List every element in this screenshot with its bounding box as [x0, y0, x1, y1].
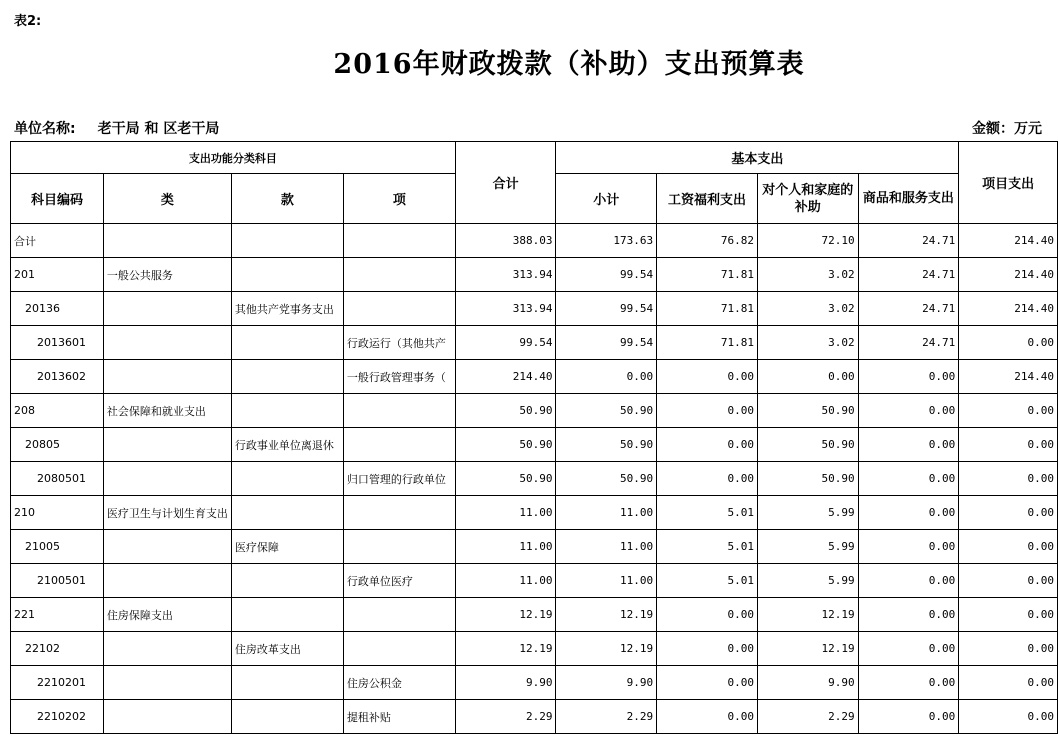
cell-project: 0.00: [959, 530, 1058, 564]
cell-project: 214.40: [959, 224, 1058, 258]
header-total: 合计: [455, 142, 556, 224]
cell-goods-services: 0.00: [858, 564, 959, 598]
table-row: [11, 496, 1058, 530]
cell-salary: 5.01: [657, 496, 758, 530]
cell-goods-services: 0.00: [858, 394, 959, 428]
cell-category: [103, 462, 231, 496]
cell-project: 214.40: [959, 258, 1058, 292]
cell-section: [231, 360, 343, 394]
header-goods-services: 商品和服务支出: [858, 174, 959, 224]
cell-subtotal: 99.54: [556, 258, 657, 292]
cell-item: [343, 428, 455, 462]
cell-project: 214.40: [959, 360, 1058, 394]
cell-salary: 71.81: [657, 292, 758, 326]
cell-section: [231, 700, 343, 734]
cell-section: [231, 598, 343, 632]
cell-category: [103, 564, 231, 598]
table-row: [11, 394, 1058, 428]
cell-subtotal: 12.19: [556, 598, 657, 632]
cell-personal-subsidy: 50.90: [757, 462, 858, 496]
cell-personal-subsidy: 3.02: [757, 292, 858, 326]
cell-goods-services: 0.00: [858, 462, 959, 496]
header-item: 项: [343, 174, 455, 224]
cell-section: [231, 224, 343, 258]
cell-code: 2080501: [11, 462, 104, 496]
cell-project: 0.00: [959, 462, 1058, 496]
cell-personal-subsidy: 3.02: [757, 326, 858, 360]
cell-personal-subsidy: 5.99: [757, 530, 858, 564]
cell-goods-services: 24.71: [858, 258, 959, 292]
table-row: [11, 700, 1058, 734]
cell-item: 一般行政管理事务（: [343, 360, 455, 394]
cell-total: 313.94: [455, 292, 556, 326]
header-basic-expenditure: 基本支出: [556, 142, 959, 174]
page-title: 2016年财政拨款（补助）支出预算表: [333, 49, 805, 80]
cell-total: 2.29: [455, 700, 556, 734]
cell-subtotal: 50.90: [556, 462, 657, 496]
cell-code: 210: [11, 496, 104, 530]
cell-total: 11.00: [455, 496, 556, 530]
cell-salary: 5.01: [657, 530, 758, 564]
cell-section: [231, 496, 343, 530]
amount-unit-label: 金额：万元: [972, 121, 1042, 137]
cell-code: 2013602: [11, 360, 104, 394]
table-row: [11, 462, 1058, 496]
cell-total: 9.90: [455, 666, 556, 700]
cell-item: 行政单位医疗: [343, 564, 455, 598]
cell-category: [103, 666, 231, 700]
cell-code: 2210201: [11, 666, 104, 700]
table-row: [11, 326, 1058, 360]
cell-item: [343, 292, 455, 326]
cell-project: 0.00: [959, 564, 1058, 598]
cell-total: 50.90: [455, 428, 556, 462]
cell-code: 20805: [11, 428, 104, 462]
cell-personal-subsidy: 2.29: [757, 700, 858, 734]
cell-code: 20136: [11, 292, 104, 326]
cell-total: 11.00: [455, 564, 556, 598]
table-row: [11, 530, 1058, 564]
cell-salary: 0.00: [657, 428, 758, 462]
cell-category: [103, 428, 231, 462]
cell-salary: 0.00: [657, 598, 758, 632]
cell-code: 合计: [11, 224, 104, 258]
cell-subtotal: 12.19: [556, 632, 657, 666]
cell-item: [343, 394, 455, 428]
cell-goods-services: 0.00: [858, 496, 959, 530]
cell-subtotal: 99.54: [556, 292, 657, 326]
unit-name-value: 老干局 和 区老干局: [97, 121, 220, 137]
cell-goods-services: 24.71: [858, 326, 959, 360]
cell-code: 2100501: [11, 564, 104, 598]
cell-personal-subsidy: 5.99: [757, 564, 858, 598]
table-row: [11, 598, 1058, 632]
cell-personal-subsidy: 3.02: [757, 258, 858, 292]
cell-code: 21005: [11, 530, 104, 564]
cell-personal-subsidy: 0.00: [757, 360, 858, 394]
cell-project: 0.00: [959, 394, 1058, 428]
cell-total: 50.90: [455, 394, 556, 428]
cell-goods-services: 0.00: [858, 530, 959, 564]
cell-total: 388.03: [455, 224, 556, 258]
table-row: [11, 564, 1058, 598]
cell-total: 12.19: [455, 598, 556, 632]
cell-category: [103, 360, 231, 394]
cell-subtotal: 11.00: [556, 564, 657, 598]
cell-subtotal: 50.90: [556, 394, 657, 428]
cell-personal-subsidy: 12.19: [757, 598, 858, 632]
cell-salary: 0.00: [657, 700, 758, 734]
cell-item: [343, 632, 455, 666]
unit-name-label: 单位名称:: [14, 121, 76, 137]
cell-salary: 0.00: [657, 360, 758, 394]
cell-section: 住房改革支出: [231, 632, 343, 666]
cell-total: 11.00: [455, 530, 556, 564]
cell-goods-services: 24.71: [858, 292, 959, 326]
cell-personal-subsidy: 50.90: [757, 394, 858, 428]
cell-category: [103, 700, 231, 734]
table-row: [11, 292, 1058, 326]
cell-total: 12.19: [455, 632, 556, 666]
header-category: 类: [103, 174, 231, 224]
cell-total: 214.40: [455, 360, 556, 394]
cell-item: [343, 530, 455, 564]
cell-subtotal: 9.90: [556, 666, 657, 700]
cell-section: [231, 258, 343, 292]
cell-item: [343, 598, 455, 632]
cell-subtotal: 11.00: [556, 530, 657, 564]
cell-item: [343, 258, 455, 292]
table-row: [11, 666, 1058, 700]
cell-goods-services: 0.00: [858, 428, 959, 462]
cell-category: 一般公共服务: [103, 258, 231, 292]
cell-salary: 0.00: [657, 462, 758, 496]
table-row: [11, 224, 1058, 258]
header-subtotal: 小计: [556, 174, 657, 224]
cell-section: [231, 394, 343, 428]
cell-goods-services: 0.00: [858, 666, 959, 700]
cell-goods-services: 0.00: [858, 360, 959, 394]
cell-project: 0.00: [959, 700, 1058, 734]
cell-total: 99.54: [455, 326, 556, 360]
cell-item: [343, 224, 455, 258]
cell-category: [103, 632, 231, 666]
cell-goods-services: 0.00: [858, 700, 959, 734]
cell-subtotal: 50.90: [556, 428, 657, 462]
cell-section: 行政事业单位离退休: [231, 428, 343, 462]
cell-section: 其他共产党事务支出: [231, 292, 343, 326]
cell-goods-services: 0.00: [858, 632, 959, 666]
cell-salary: 5.01: [657, 564, 758, 598]
cell-salary: 0.00: [657, 666, 758, 700]
budget-table-body: [11, 224, 1058, 734]
header-salary-welfare: 工资福利支出: [657, 174, 758, 224]
cell-section: [231, 666, 343, 700]
unit-name-row: [14, 118, 219, 138]
cell-project: 0.00: [959, 632, 1058, 666]
cell-subtotal: 99.54: [556, 326, 657, 360]
cell-code: 2013601: [11, 326, 104, 360]
cell-subtotal: 11.00: [556, 496, 657, 530]
header-subject-code: 科目编码: [11, 174, 104, 224]
table-row: [11, 258, 1058, 292]
cell-project: 0.00: [959, 326, 1058, 360]
cell-section: 医疗保障: [231, 530, 343, 564]
cell-item: 行政运行（其他共产: [343, 326, 455, 360]
cell-category: [103, 224, 231, 258]
table-row: [11, 360, 1058, 394]
cell-total: 50.90: [455, 462, 556, 496]
header-project-expenditure: 项目支出: [959, 142, 1058, 224]
cell-salary: 0.00: [657, 632, 758, 666]
cell-code: 208: [11, 394, 104, 428]
table-number: 表2:: [14, 14, 42, 29]
cell-code: 201: [11, 258, 104, 292]
cell-section: [231, 564, 343, 598]
cell-personal-subsidy: 50.90: [757, 428, 858, 462]
budget-table: [10, 141, 1058, 734]
cell-salary: 0.00: [657, 394, 758, 428]
cell-code: 2210202: [11, 700, 104, 734]
cell-total: 313.94: [455, 258, 556, 292]
cell-salary: 76.82: [657, 224, 758, 258]
cell-code: 221: [11, 598, 104, 632]
cell-category: 住房保障支出: [103, 598, 231, 632]
cell-project: 0.00: [959, 598, 1058, 632]
cell-category: 社会保障和就业支出: [103, 394, 231, 428]
cell-project: 0.00: [959, 666, 1058, 700]
header-personal-family-subsidy: 对个人和家庭的补助: [757, 174, 858, 224]
cell-goods-services: 24.71: [858, 224, 959, 258]
cell-subtotal: 173.63: [556, 224, 657, 258]
cell-personal-subsidy: 12.19: [757, 632, 858, 666]
cell-personal-subsidy: 9.90: [757, 666, 858, 700]
cell-item: [343, 496, 455, 530]
cell-personal-subsidy: 5.99: [757, 496, 858, 530]
cell-salary: 71.81: [657, 258, 758, 292]
cell-section: [231, 462, 343, 496]
cell-category: 医疗卫生与计划生育支出: [103, 496, 231, 530]
header-function-classification: 支出功能分类科目: [11, 142, 456, 174]
cell-section: [231, 326, 343, 360]
cell-personal-subsidy: 72.10: [757, 224, 858, 258]
cell-project: 214.40: [959, 292, 1058, 326]
cell-item: 归口管理的行政单位: [343, 462, 455, 496]
cell-category: [103, 292, 231, 326]
table-row: [11, 632, 1058, 666]
cell-project: 0.00: [959, 428, 1058, 462]
header-section: 款: [231, 174, 343, 224]
cell-category: [103, 530, 231, 564]
cell-subtotal: 2.29: [556, 700, 657, 734]
cell-salary: 71.81: [657, 326, 758, 360]
cell-item: 提租补贴: [343, 700, 455, 734]
cell-category: [103, 326, 231, 360]
cell-item: 住房公积金: [343, 666, 455, 700]
cell-goods-services: 0.00: [858, 598, 959, 632]
cell-project: 0.00: [959, 496, 1058, 530]
cell-subtotal: 0.00: [556, 360, 657, 394]
table-row: [11, 428, 1058, 462]
cell-code: 22102: [11, 632, 104, 666]
